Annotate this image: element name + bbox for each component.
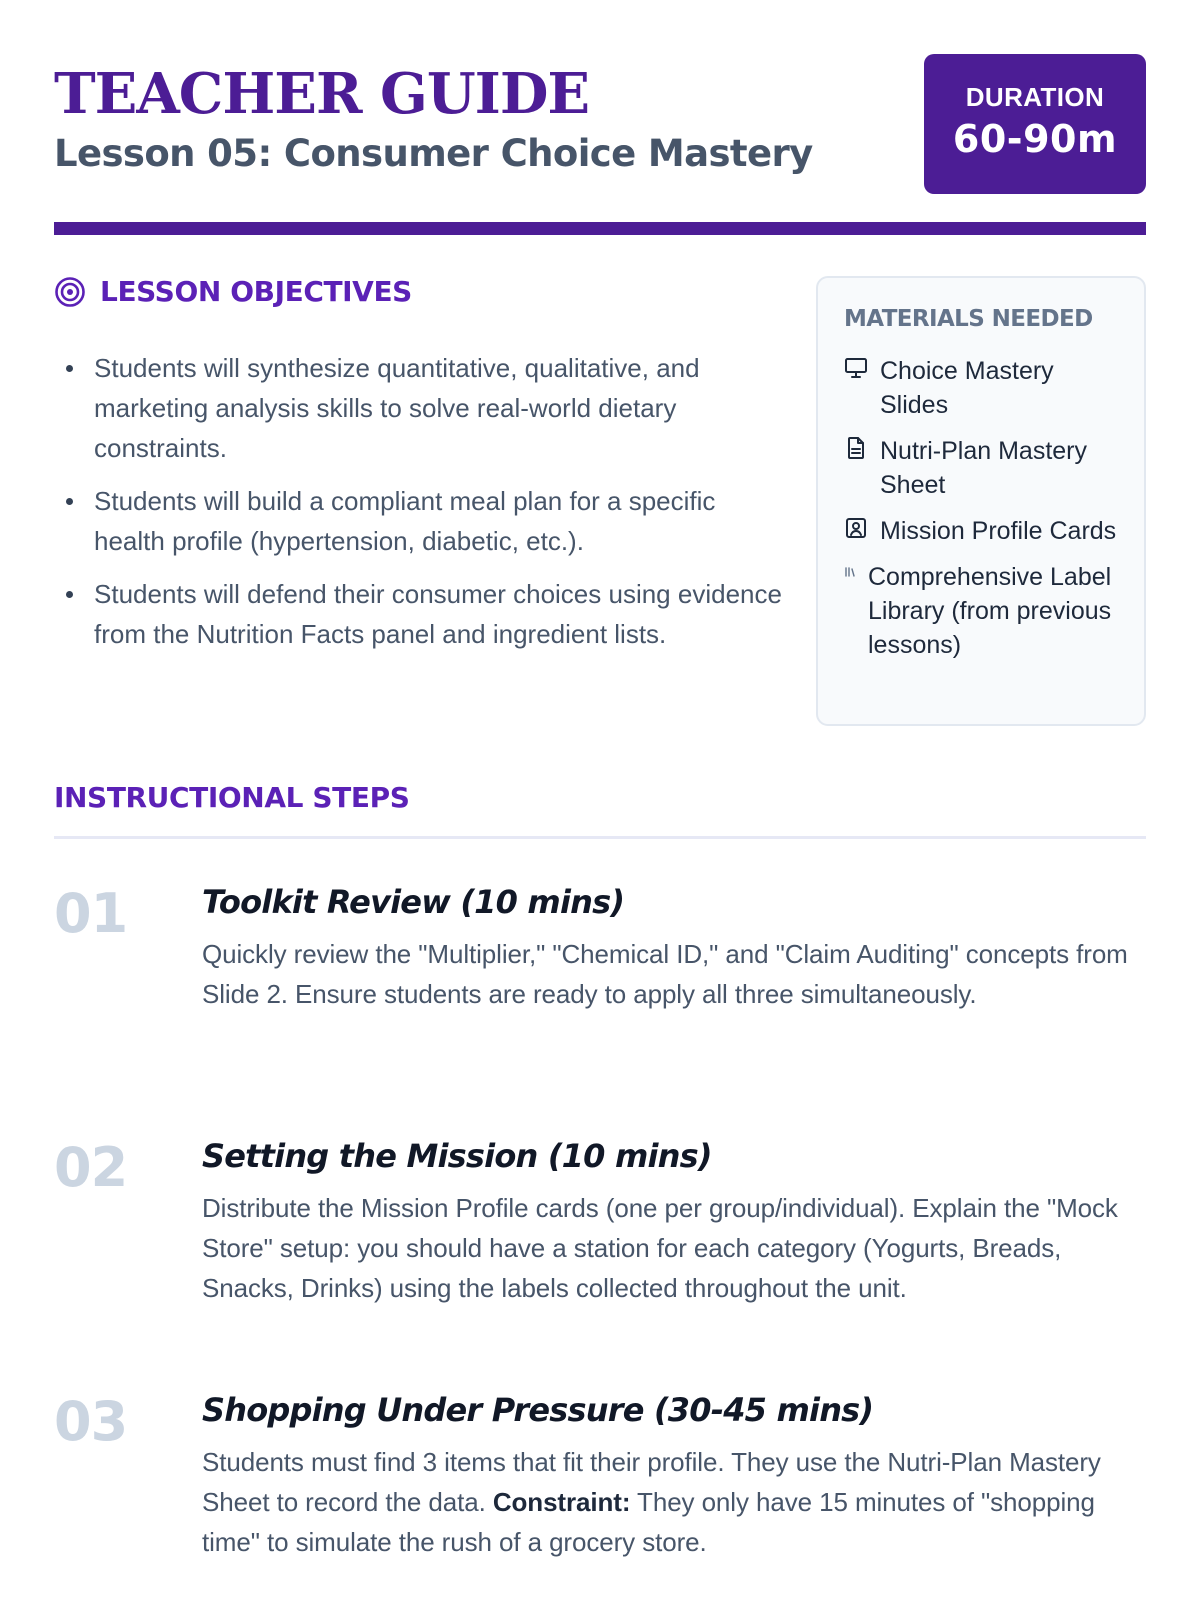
constraint-label: Constraint: — [492, 1487, 631, 1518]
header-divider — [54, 222, 1146, 235]
material-label: Mission Profile Cards — [880, 517, 1117, 545]
presentation-icon — [844, 356, 868, 380]
step-title: Shopping Under Pressure (30-45 mins) — [202, 1391, 874, 1429]
instructional-steps — [54, 781, 1146, 1600]
material-label: Comprehensive Label Library (from previous lessons) — [868, 563, 1112, 659]
step-body — [202, 1393, 1146, 1562]
step-title: Toolkit Review (10 mins) — [202, 883, 625, 921]
material-item — [844, 354, 1118, 422]
objective-item: Students will defend their consumer choices using evidence from the Nutrition Facts panel and ingredient lists. — [54, 574, 784, 654]
objectives-heading — [54, 276, 784, 308]
step-text-part: They only have 15 minutes of "shopping time" to simulate the rush of a grocery store. — [202, 1487, 1095, 1558]
library-icon — [844, 566, 856, 578]
target-icon — [54, 276, 86, 308]
objectives-materials-section — [54, 276, 1146, 781]
objectives-list — [54, 348, 784, 654]
material-label: Nutri-Plan Mastery Sheet — [880, 437, 1087, 499]
objective-item: Students will synthesize quantitative, qualitative, and marketing analysis skills to solve real-world dietary constraints. — [54, 348, 784, 468]
objectives-heading-label: LESSON OBJECTIVES — [100, 275, 412, 308]
duration-value: 60-90m — [952, 117, 1118, 161]
page-title: TEACHER GUIDE — [54, 61, 590, 127]
id-badge-icon — [844, 516, 868, 540]
header — [54, 54, 1146, 222]
lesson-objectives — [54, 276, 784, 667]
step-body — [202, 885, 1146, 1014]
material-item — [844, 434, 1118, 502]
steps-heading: INSTRUCTIONAL STEPS — [54, 781, 410, 814]
material-item — [844, 514, 1118, 548]
duration-badge — [924, 54, 1146, 194]
material-item — [844, 560, 1118, 662]
step-description: Quickly review the "Multiplier," "Chemical ID," and "Claim Auditing" concepts from Slide 2. Ensure students are ready to apply all three simultaneously. — [202, 939, 1128, 1010]
step-description — [202, 1442, 1146, 1562]
lesson-subtitle: Lesson 05: Consumer Choice Mastery — [54, 132, 813, 175]
step-title: Setting the Mission (10 mins) — [202, 1137, 712, 1175]
step-number: 01 — [54, 882, 128, 945]
step-description: Distribute the Mission Profile cards (one per group/individual). Explain the "Mock Store" setup: you should have a station for each category (Yogurts, Breads, Snacks, Drinks) using the labels collected throughout the unit. — [202, 1193, 1118, 1304]
objective-item: Students will build a compliant meal plan for a specific health profile (hypertension, diabetic, etc.). — [54, 481, 784, 561]
materials-panel — [816, 276, 1146, 726]
step-body — [202, 1139, 1146, 1308]
material-label: Choice Mastery Slides — [880, 357, 1054, 419]
step-number: 03 — [54, 1390, 128, 1453]
duration-label: DURATION — [965, 82, 1105, 112]
materials-list — [844, 354, 1118, 662]
step-text-part: Students must find 3 items that fit their profile. They use the Nutri-Plan Mastery Sheet to record the data. — [202, 1447, 1101, 1518]
step-item — [54, 839, 1146, 1093]
step-number: 02 — [54, 1136, 128, 1199]
materials-title: MATERIALS NEEDED — [844, 306, 1093, 332]
step-item — [54, 1093, 1146, 1347]
step-item — [54, 1347, 1146, 1600]
document-icon — [844, 436, 868, 460]
